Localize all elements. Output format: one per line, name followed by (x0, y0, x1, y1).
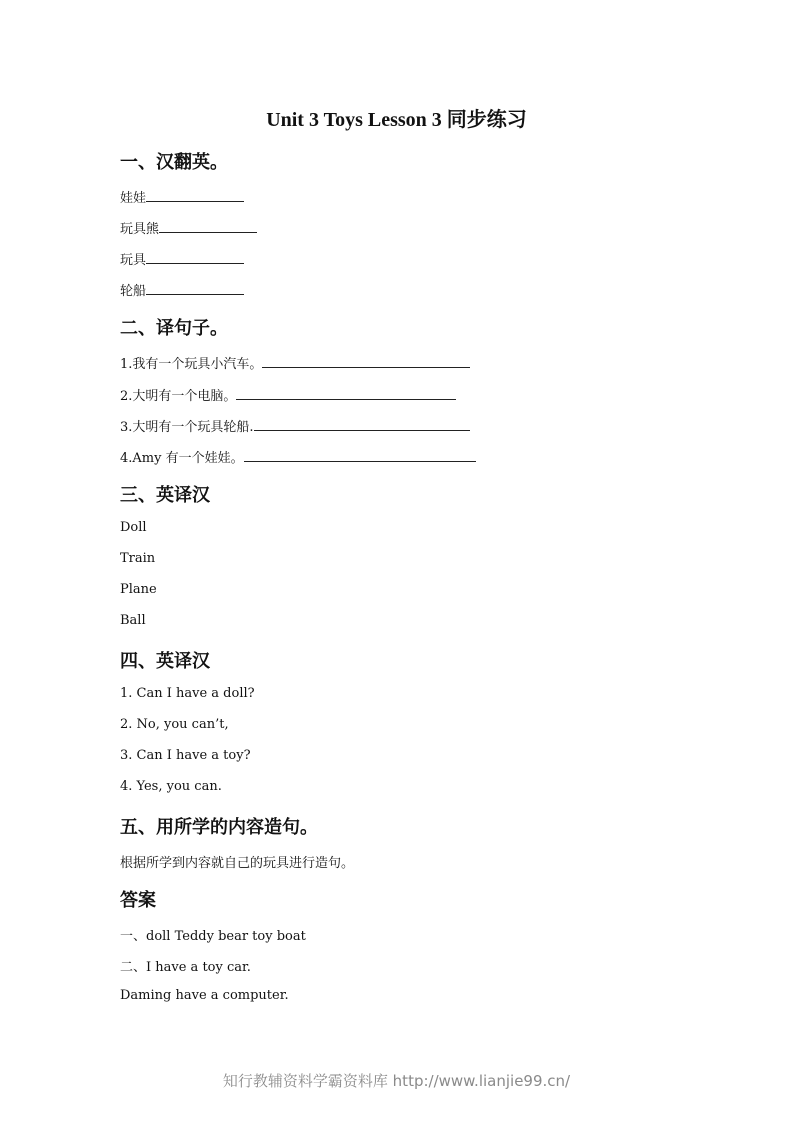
answer-blank[interactable] (146, 189, 244, 202)
answer-line-3: Daming have a computer. (120, 988, 289, 1003)
section-5-heading: 五、用所学的内容造句。 (120, 817, 318, 838)
section-3-heading: 三、英译汉 (120, 485, 210, 506)
s4-item-4: 4. Yes, you can. (120, 779, 222, 794)
s2-item-2: 2.大明有一个电脑。 (120, 385, 456, 404)
footer-watermark: 知行教辅资料学霸资料库 http://www.lianjie99.cn/ (222, 1072, 571, 1090)
answer-line-2: 二、I have a toy car. (120, 960, 251, 975)
s3-item-2: Train (120, 551, 156, 566)
s2-item-1: 1.我有一个玩具小汽车。 (120, 353, 470, 372)
section-4-heading: 四、英译汉 (120, 651, 210, 672)
answer-blank[interactable] (146, 282, 244, 295)
s1-item-4: 轮船 (120, 280, 244, 299)
s4-item-3: 3. Can I have a toy? (120, 748, 251, 763)
s4-item-2: 2. No, you can’t, (120, 717, 229, 732)
answer-blank[interactable] (236, 387, 456, 400)
answer-blank[interactable] (159, 220, 257, 233)
answer-blank[interactable] (146, 251, 244, 264)
s3-item-3: Plane (120, 582, 157, 597)
section-2-heading: 二、译句子。 (120, 318, 228, 339)
s2-item-3: 3.大明有一个玩具轮船. (120, 416, 470, 435)
s2-item-4: 4.Amy 有一个娃娃。 (120, 447, 476, 466)
answer-blank[interactable] (254, 418, 470, 431)
s5-instruction: 根据所学到内容就自己的玩具进行造句。 (120, 856, 355, 871)
s3-item-4: Ball (120, 613, 146, 628)
answer-blank[interactable] (244, 449, 476, 462)
section-1-heading: 一、汉翻英。 (120, 152, 228, 173)
page-title: Unit 3 Toys Lesson 3 同步练习 (266, 109, 527, 131)
answer-blank[interactable] (262, 355, 470, 368)
s1-item-2: 玩具熊 (120, 218, 257, 237)
answers-heading: 答案 (120, 890, 156, 911)
s1-item-1: 娃娃 (120, 187, 244, 206)
s3-item-1: Doll (120, 520, 147, 535)
s1-item-3: 玩具 (120, 249, 244, 268)
answer-line-1: 一、doll Teddy bear toy boat (120, 929, 306, 944)
s4-item-1: 1. Can I have a doll? (120, 686, 255, 701)
